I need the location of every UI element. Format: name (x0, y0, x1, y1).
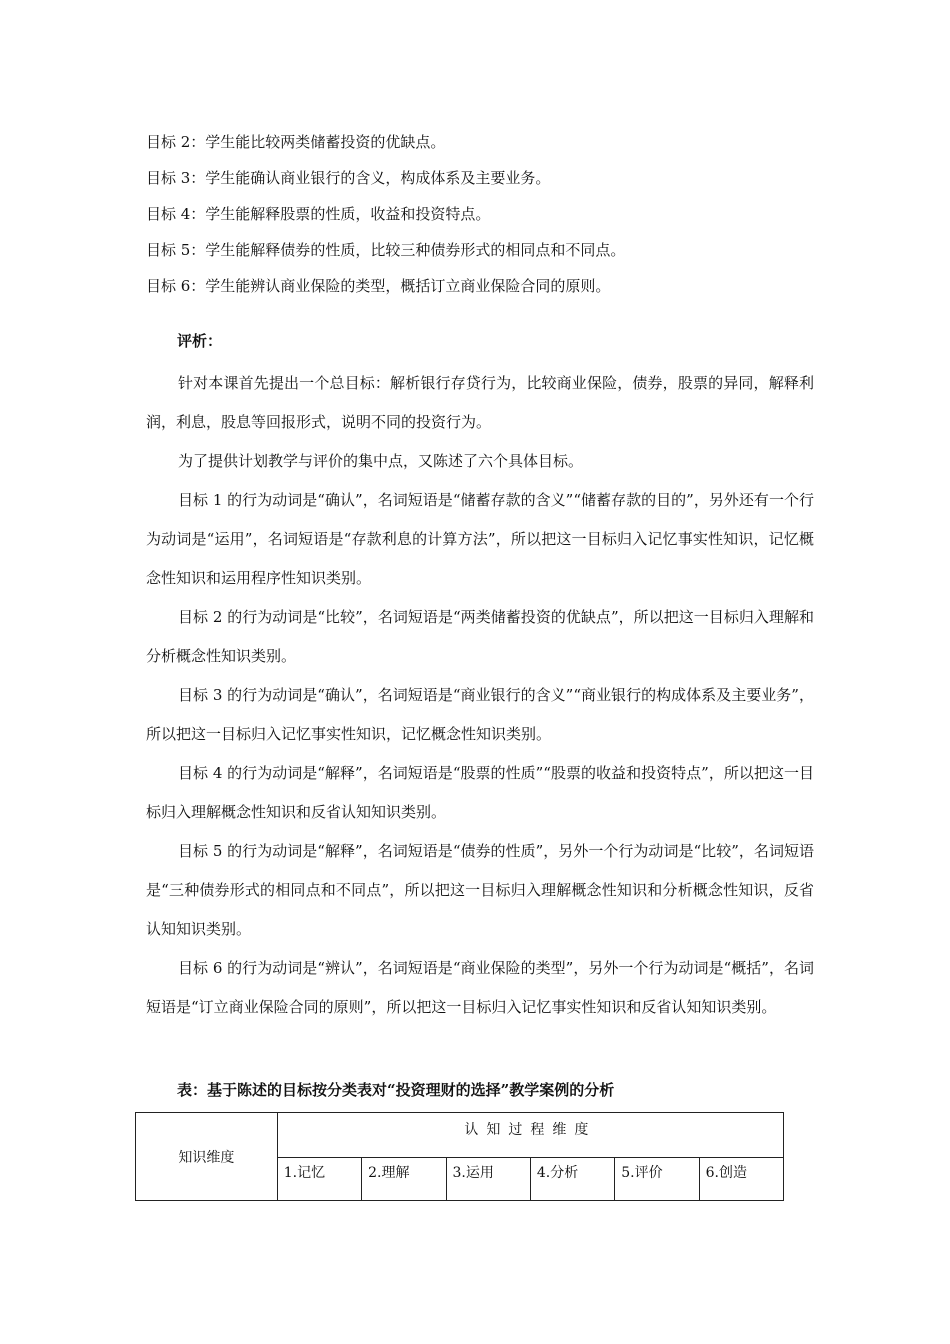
paragraph: 为了提供计划教学与评价的集中点，又陈述了六个具体目标。 (178, 452, 584, 470)
paragraph: 目标 6 的行为动词是“辨认”，名词短语是“商业保险的类型”，另外一个行为动词是“概括”，名词短语是“订立商业保险合同的原则”，所以把这一目标归入记忆事实性知识和反省认知知识类别。 (146, 959, 814, 1016)
goal-item: 目标 2：学生能比较两类储蓄投资的优缺点。 (146, 133, 446, 151)
paragraph: 目标 5 的行为动词是“解释”，名词短语是“债券的性质”，另外一个行为动词是“比较”，名词短语是“三种债券形式的相同点和不同点”，所以把这一目标归入理解概念性知识和分析概念性知识，反省认知知识类别。 (146, 842, 814, 938)
column-header: 5.评价 (615, 1158, 699, 1201)
taxonomy-table (135, 1112, 784, 1201)
paragraph: 目标 2 的行为动词是“比较”，名词短语是“两类储蓄投资的优缺点”，所以把这一目标归入理解和分析概念性知识类别。 (146, 608, 814, 665)
column-header: 4.分析 (530, 1158, 614, 1201)
goal-list (146, 124, 826, 304)
paragraph: 针对本课首先提出一个总目标：解析银行存贷行为，比较商业保险，债券，股票的异同，解释利润，利息，股息等回报形式，说明不同的投资行为。 (146, 374, 814, 431)
analysis-heading: 评析： (177, 332, 223, 350)
table-title: 表：基于陈述的目标按分类表对“投资理财的选择”教学案例的分析 (177, 1081, 615, 1099)
column-header: 3.运用 (446, 1158, 530, 1201)
column-header: 2.理解 (362, 1158, 446, 1201)
paragraph: 目标 1 的行为动词是“确认”，名词短语是“储蓄存款的含义”“储蓄存款的目的”，另外还有一个行为动词是“运用”，名词短语是“存款利息的计算方法”，所以把这一目标归入记忆事实性知识，记忆概念性知识和运用程序性知识类别。 (146, 491, 814, 587)
column-header: 6.创造 (699, 1158, 783, 1201)
paragraph: 目标 4 的行为动词是“解释”，名词短语是“股票的性质”“股票的收益和投资特点”，所以把这一目标归入理解概念性知识和反省认知知识类别。 (146, 764, 814, 821)
paragraph: 目标 3 的行为动词是“确认”，名词短语是“商业银行的含义”“商业银行的构成体系及主要业务”，所以把这一目标归入记忆事实性知识，记忆概念性知识类别。 (146, 686, 814, 743)
knowledge-dimension-header: 知识维度 (136, 1113, 278, 1201)
analysis-body (146, 364, 814, 1027)
goal-item: 目标 4：学生能解释股票的性质，收益和投资特点。 (146, 205, 491, 223)
column-header: 1.记忆 (277, 1158, 361, 1201)
table-row (136, 1113, 784, 1158)
process-dimension-header: 认知过程维度 (277, 1113, 783, 1158)
goal-item: 目标 6：学生能辨认商业保险的类型，概括订立商业保险合同的原则。 (146, 277, 611, 295)
goal-item: 目标 3：学生能确认商业银行的含义，构成体系及主要业务。 (146, 169, 551, 187)
goal-item: 目标 5：学生能解释债券的性质，比较三种债券形式的相同点和不同点。 (146, 241, 626, 259)
